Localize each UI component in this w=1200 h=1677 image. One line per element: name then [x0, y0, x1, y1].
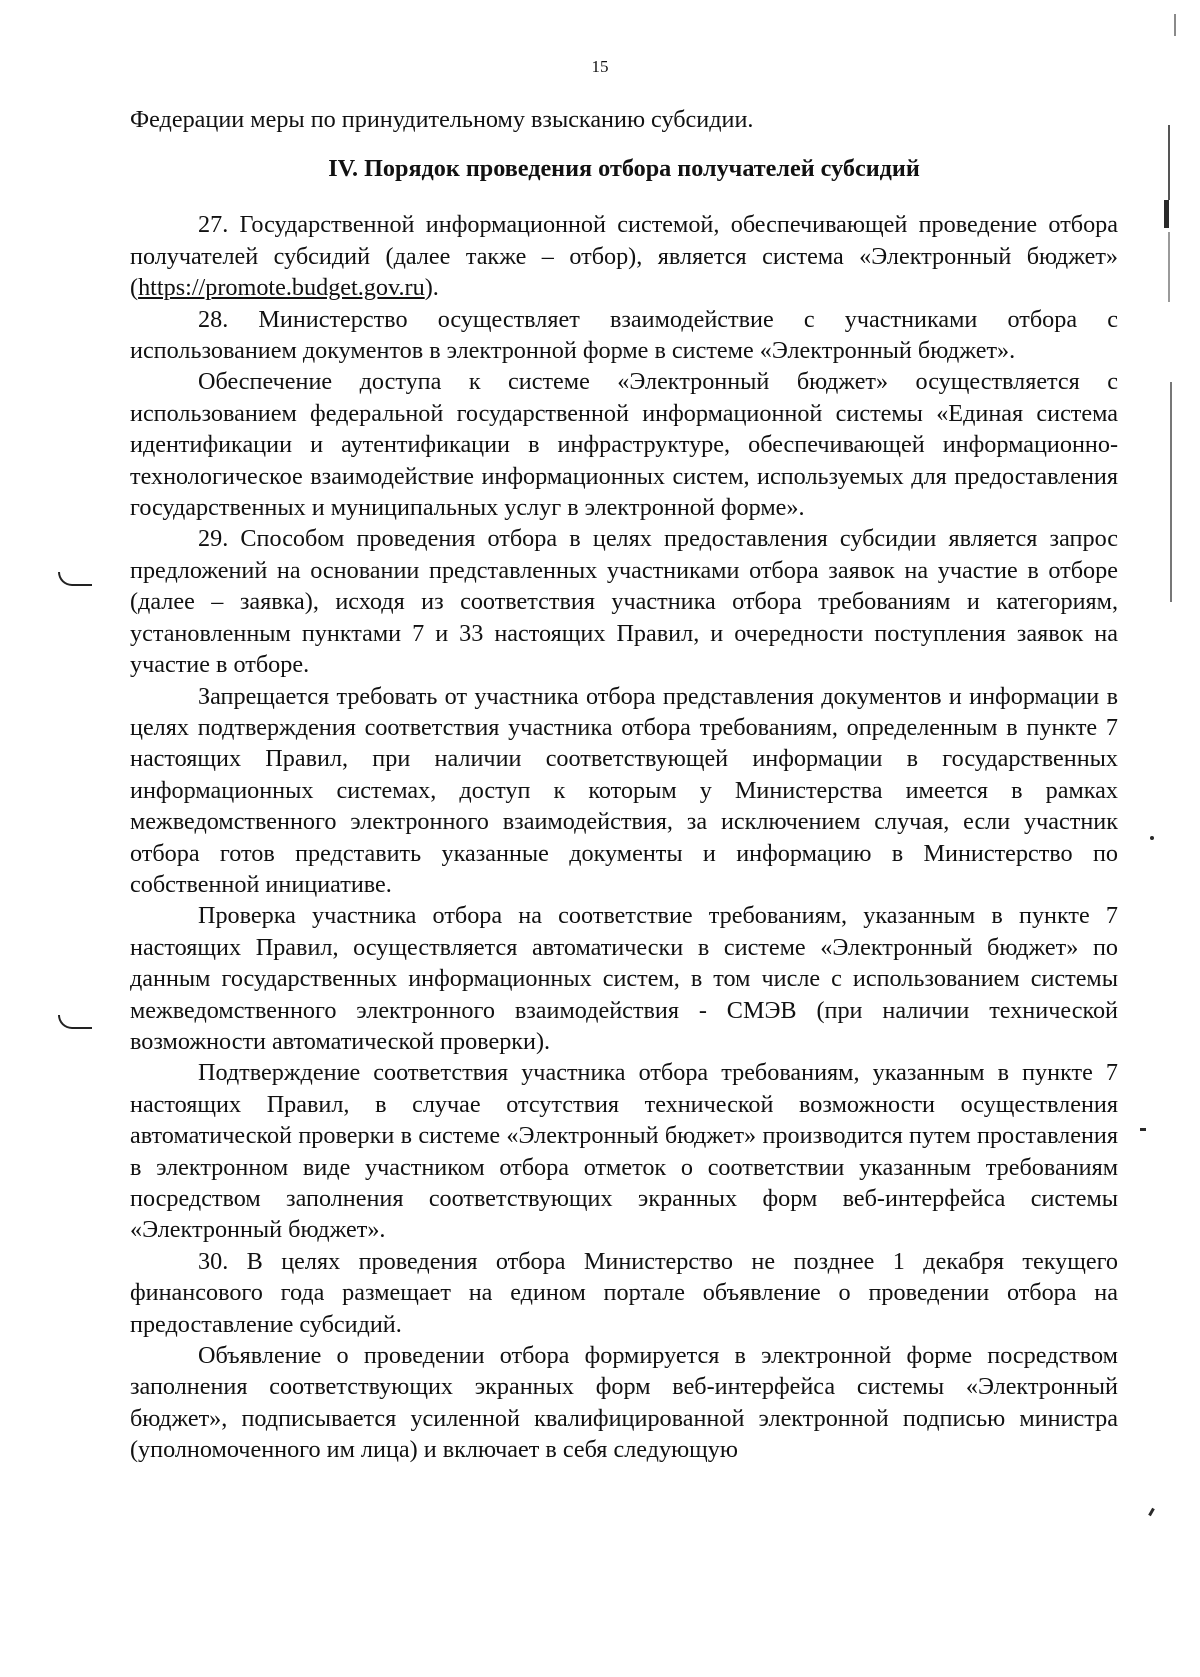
paragraph-29-check: Проверка участника отбора на соответствие требованиям, указанным в пункте 7 настоящих Правил, осуществляется автоматически в системе «Электронный бюджет» по данным государственных информационных систем, в том числе с использованием системы межведомственного электронного взаимодействия - СМЭВ (при наличии технической возможности автоматической проверки). [130, 902, 1118, 1055]
scan-speck [1148, 1508, 1155, 1516]
scan-curl-mark [58, 572, 92, 586]
paragraph-28-access: Обеспечение доступа к системе «Электронный бюджет» осуществляется с использованием федеральной государственной информационной системы «Единая система идентификации и аутентификации в инфраструктуре, обеспечивающей информационно-технологическое взаимодействие информационных систем, используемых для предоставления государственных и муниципальных услуг в электронной форме». [130, 368, 1118, 522]
paragraph-27 [130, 209, 1118, 303]
scan-curl-mark [58, 1015, 92, 1029]
paragraph-27-text: 27. Государственной информационной системой, обеспечивающей проведение отбора получателей субсидий (далее также – отбор), является система «Электронный бюджет» ( [130, 211, 1118, 302]
document-body [130, 104, 1118, 1466]
paragraph-29-prohibition: Запрещается требовать от участника отбора представления документов и информации в целях подтверждения соответствия участника отбора требованиям, определенным в пункте 7 настоящих Правил, при наличии соответствующей информации в государственных информационных системах, доступ к которым у Министерства имеется в рамках межведомственного электронного взаимодействия, за исключением случая, если участник отбора готов представить указанные документы и информацию в Министерство по собственной инициативе. [130, 682, 1118, 898]
scan-edge-mark [1168, 232, 1170, 302]
section-heading: IV. Порядок проведения отбора получателей субсидий [328, 155, 920, 183]
page-number: 15 [591, 57, 609, 76]
paragraph-30: 30. В целях проведения отбора Министерство не позднее 1 декабря текущего финансового года размещает на едином портале объявление о проведении отбора на предоставление субсидий. [130, 1247, 1118, 1338]
scan-speck [1140, 1128, 1146, 1131]
budget-portal-link[interactable]: https://promote.budget.gov.ru [138, 274, 425, 302]
scan-speck [1150, 836, 1154, 840]
scan-edge-mark [1174, 14, 1176, 36]
paragraph-29: 29. Способом проведения отбора в целях предоставления субсидии является запрос предложений на основании представленных участниками отбора заявок на участие в отборе (далее – заявка), исходя из соответствия участника отбора требованиям и категориям, установленным пунктами 7 и 33 настоящих Правил, и очередности поступления заявок на участие в отборе. [130, 525, 1118, 679]
paragraph-29-confirmation: Подтверждение соответствия участника отбора требованиям, указанным в пункте 7 настоящих Правил, в случае отсутствия технической возможности осуществления автоматической проверки в системе «Электронный бюджет» производится путем проставления в электронном виде участником отбора отметок о соответствии указанным требованиям посредством заполнения соответствующих экранных форм веб-интерфейса системы «Электронный бюджет». [130, 1059, 1118, 1244]
paragraph-27-end: ). [424, 274, 439, 302]
paragraph-continuation: Федерации меры по принудительному взысканию субсидии. [130, 106, 754, 133]
scan-edge-mark [1170, 382, 1172, 602]
paragraph-28: 28. Министерство осуществляет взаимодействие с участниками отбора с использованием документов в электронной форме в системе «Электронный бюджет». [130, 305, 1118, 365]
scan-edge-mark [1164, 200, 1169, 228]
scan-edge-mark [1168, 125, 1170, 200]
paragraph-30-announcement: Объявление о проведении отбора формируется в электронной форме посредством заполнения соответствующих экранных форм веб-интерфейса системы «Электронный бюджет», подписывается усиленной квалифицированной электронной подписью министра (уполномоченного им лица) и включает в себя следующую [130, 1342, 1118, 1464]
